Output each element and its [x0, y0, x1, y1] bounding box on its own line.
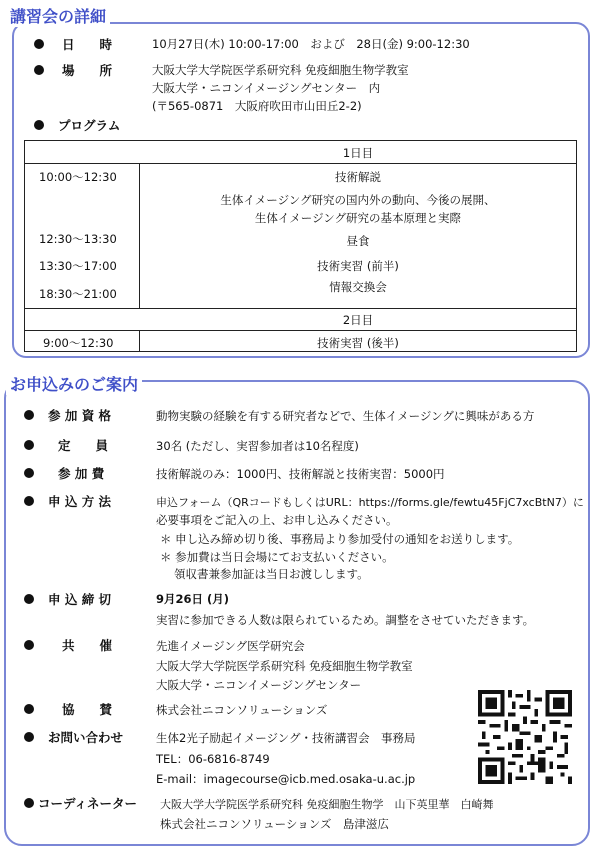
- contact-label: お問い合わせ: [48, 730, 124, 745]
- sponsor-label: 協 賛: [62, 702, 113, 717]
- program-row-time: 13:30〜17:00: [39, 259, 117, 273]
- host-label: 共 催: [62, 638, 113, 653]
- fee-value: 技術解説のみ：1000円、技術解説と技術実習：5000円: [156, 467, 445, 481]
- host-line-1: 先進イメージング医学研究会: [156, 639, 305, 653]
- deadline-value: 9月26日 (月): [156, 592, 230, 606]
- capacity-value: 30名 (ただし、実習参加者は10名程度): [156, 439, 359, 453]
- table-divider: [25, 308, 576, 309]
- date-label: 日 時: [62, 37, 113, 52]
- program-row-time: 12:30〜13:30: [39, 232, 117, 246]
- bullet-icon: [34, 120, 44, 130]
- bullet-icon: [34, 39, 44, 49]
- method-note-2: ＊ 参加費は当日会場にてお支払いください。: [160, 550, 394, 564]
- date-value: 10月27日(木) 10:00-17:00 および 28日(金) 9:00-12:30: [152, 37, 470, 51]
- qr-code-icon[interactable]: [478, 690, 572, 784]
- program-row-content: 技術実習 (後半): [317, 336, 399, 350]
- bullet-icon: [24, 496, 34, 506]
- bullet-icon: [24, 704, 34, 714]
- bullet-icon: [24, 468, 34, 478]
- program-table: [24, 140, 577, 352]
- bullet-icon: [24, 798, 34, 808]
- host-line-2: 大阪大学大学院医学系研究科 免疫細胞生物学教室: [156, 659, 413, 673]
- place-label: 場 所: [62, 63, 113, 78]
- method-line-2: 必要事項をご記入の上、お申し込みください。: [156, 513, 398, 527]
- program-row-content: 昼食: [346, 234, 370, 248]
- contact-line-1: 生体2光子励起イメージング・技術講習会 事務局: [156, 731, 416, 745]
- program-row-time: 18:30〜21:00: [39, 287, 117, 301]
- method-note-1: ＊ 申し込み締め切り後、事務局より参加受付の通知をお送りします。: [160, 532, 520, 546]
- program-row-time: 10:00〜12:30: [39, 170, 117, 184]
- deadline-note: 実習に参加できる人数は限られているため。調整をさせていただきます。: [156, 613, 535, 627]
- bullet-icon: [24, 640, 34, 650]
- day1-header: 1日目: [342, 146, 374, 160]
- table-divider: [25, 330, 576, 331]
- coordinator-line-2: 株式会社ニコンソリューションズ 島津滋広: [160, 817, 389, 831]
- bullet-icon: [34, 65, 44, 75]
- program-row-content: 生体イメージング研究の基本原理と実際: [254, 211, 462, 225]
- deadline-label: 申 込 締 切: [48, 592, 112, 607]
- bullet-icon: [24, 594, 34, 604]
- day2-header: 2日目: [342, 313, 374, 327]
- qualification-value: 動物実験の経験を有する研究者などで、生体イメージングに興味がある方: [156, 409, 535, 423]
- application-section-title: お申込みのご案内: [6, 372, 142, 395]
- program-label: プログラム: [58, 118, 121, 133]
- place-line-1: 大阪大学大学院医学系研究科 免疫細胞生物学教室: [152, 63, 409, 77]
- capacity-label: 定 員: [58, 438, 109, 453]
- bullet-icon: [24, 410, 34, 420]
- method-line-1: 申込フォーム（QRコードもしくはURL：https://forms.gle/fewtu45FjC7xcBtN7）に: [156, 496, 584, 509]
- bullet-icon: [24, 732, 34, 742]
- sponsor-value: 株式会社ニコンソリューションズ: [156, 703, 328, 717]
- contact-email[interactable]: E-mail：imagecourse@icb.med.osaka-u.ac.jp: [156, 772, 416, 786]
- coordinator-line-1: 大阪大学大学院医学系研究科 免疫細胞生物学 山下英里華 白崎舞: [160, 798, 494, 811]
- program-row-content: 技術解説: [335, 170, 381, 184]
- program-row-content: 情報交換会: [329, 280, 387, 294]
- method-label: 申 込 方 法: [48, 494, 112, 509]
- contact-tel: TEL：06-6816-8749: [156, 752, 270, 766]
- qualification-label: 参 加 資 格: [48, 408, 112, 423]
- bullet-icon: [24, 440, 34, 450]
- program-row-content: 技術実習 (前半): [317, 259, 399, 273]
- host-line-3: 大阪大学・ニコンイメージングセンター: [156, 678, 362, 692]
- place-line-3: (〒565-0871 大阪府吹田市山田丘2-2): [152, 99, 362, 113]
- place-line-2: 大阪大学・ニコンイメージングセンター 内: [152, 81, 381, 95]
- table-divider: [25, 163, 576, 164]
- method-note-3: 領収書兼参加証は当日お渡しします。: [174, 567, 369, 581]
- fee-label: 参 加 費: [58, 466, 105, 481]
- program-row-time: 9:00〜12:30: [43, 336, 114, 350]
- coordinator-label: コーディネーター: [38, 796, 138, 811]
- program-row-content: 生体イメージング研究の国内外の動向、今後の展開、: [220, 193, 496, 207]
- details-section-title: 講習会の詳細: [6, 4, 110, 27]
